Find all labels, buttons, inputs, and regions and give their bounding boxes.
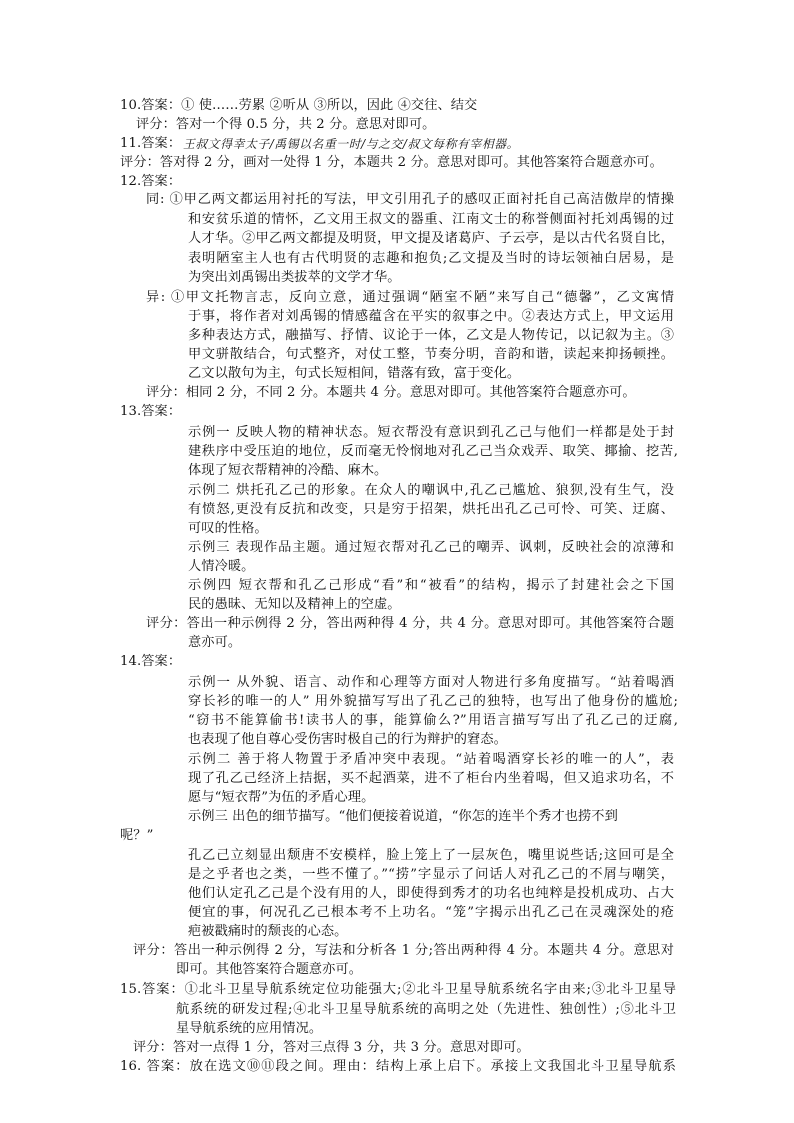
q14-example-line: 示例二 善于将人物置于矛盾冲突中表现。“站着喝酒穿长衫的唯一的人”，表 xyxy=(188,752,674,767)
q13-example-line: 示例三 表现作品主题。通过短衣帮对孔乙己的嘲弄、讽刺，反映社会的凉薄和 xyxy=(188,540,674,555)
q15-answer: 15.答案：①北斗卫星导航系统定位功能强大;②北斗卫星导航系统名字由来;③北斗卫星导 xyxy=(120,982,676,997)
q14-example-line: 他们认定孔乙己是个没有用的人，即使得到秀才的功名也纯粹是投机成功、占大 xyxy=(188,886,674,901)
q14-example-line: “窃书不能算偷书!读书人的事，能算偷么?”用语言描写写出了孔乙己的迂腐, xyxy=(188,713,678,728)
q14-example-line: 疤被戳痛时的颓丧的心态。 xyxy=(188,924,348,939)
q15-answer: 航系统的研发过程;④北斗卫星导航系统的高明之处（先进性、独创性）;⑤北斗卫 xyxy=(176,1002,676,1017)
q13-score: 评分：答出一种示例得 2 分，答出两种得 4 分，共 4 分。意思对即可。其他答案符合题 xyxy=(146,616,674,631)
q12-same-line: 人才华。②甲乙两文都提及明贤，甲文提及诸葛庐、子云亭，是以古代名贤自比， xyxy=(188,231,674,246)
q13-example-line: 示例二 烘托孔乙己的形象。在众人的嘲讽中,孔乙己尴尬、狼狈,没有生气，没 xyxy=(188,483,674,498)
q14-answer: 14.答案： xyxy=(120,654,182,669)
q12-same-line: 为突出刘禹锡出类拔萃的文学才华。 xyxy=(188,270,401,285)
q14-example-line: 示例一 从外貌、语言、动作和心理等方面对人物进行多角度描写。“站着喝酒 xyxy=(188,675,674,690)
q14-example-line: 愿与“短衣帮”为伍的矛盾心理。 xyxy=(188,790,375,805)
q14-example-line: 现了孔乙己经济上拮据，买不起酒菜，进不了柜台内坐着喝，但又追求功名，不 xyxy=(188,771,674,786)
q15-score: 评分：答对一点得 1 分，答对三点得 3 分，共 3 分。意思对即可。 xyxy=(133,1040,530,1055)
q12-same-line: 和安贫乐道的情怀，乙文用王叔文的器重、江南文士的称誉侧面衬托刘禹锡的过 xyxy=(188,212,674,227)
q13-example-line: 民的愚昧、无知以及精神上的空虚。 xyxy=(188,597,401,612)
q14-example-line: 便宜的事，何况孔乙己根本考不上功名。“笼”字揭示出孔乙己在灵魂深处的疮 xyxy=(188,905,674,920)
q13-example-line: 示例一 反映人物的精神状态。短衣帮没有意识到孔乙己与他们一样都是处于封 xyxy=(188,425,674,440)
q13-example-line: 示例四 短衣帮和孔乙己形成“看”和“被看”的结构，揭示了封建社会之下国 xyxy=(188,578,675,593)
q14-example-line: 示例三 出色的细节描写。“他们便接着说道，“你怎的连半个秀才也捞不到 xyxy=(188,809,618,824)
q13-answer: 13.答案： xyxy=(120,404,182,419)
q12-answer: 12.答案： xyxy=(120,174,182,189)
q15-answer: 星导航系统的应用情况。 xyxy=(176,1021,323,1036)
q14-score: 即可。其他答案符合题意亦可。 xyxy=(176,962,363,977)
q14-example-line: 孔乙己立刻显出颓唐不安模样，脸上笼上了一层灰色，嘴里说些话;这回可是全 xyxy=(188,848,674,863)
q12-score: 评分：相同 2 分，不同 2 分。本题共 4 分。意思对即可。其他答案符合题意亦可。 xyxy=(146,385,636,400)
q10-answer: 10.答案：① 使……劳累 ②听从 ③所以，因此 ④交往、结交 xyxy=(120,98,478,113)
q11-score: 评分：答对得 2 分，画对一处得 1 分，本题共 2 分。意思对即可。其他答案符合题意亦可。 xyxy=(120,155,663,170)
q12-same-line: 表明陋室主人也有古代明贤的志趣和抱负;乙文提及当时的诗坛领袖白居易，是 xyxy=(188,251,674,266)
q14-example-line: 是之乎者也之类，一些不懂了。”“捞”字显示了问话人对孔乙己的不屑与嘲笑， xyxy=(188,867,674,882)
q12-diff-line: 乙文以散句为主，句式长短相间，错落有致，富于变化。 xyxy=(188,366,521,381)
q12-diff-line: 甲文骈散结合，句式整齐，对仗工整，节奏分明，音韵和谐，读起来抑扬顿挫。 xyxy=(188,347,674,362)
q13-example-line: 人情冷暖。 xyxy=(188,559,255,574)
q11-answer-text: 王叔文得幸太子/禹锡以名重一时/与之交/叔文每称有宰相器。 xyxy=(183,137,520,151)
q12-diff-line: 异: ①甲文托物言志，反向立意，通过强调“陋室不陋”来写自己“德馨”，乙文寓情 xyxy=(146,290,674,305)
q16-answer: 16. 答案：放在选文⑩⑪段之间。理由：结构上承上启下。承接上文我国北斗卫星导航系 xyxy=(120,1059,676,1074)
q14-example-line: 穿长衫的唯一的人” 用外貌描写写出了孔乙己的独特，也写出了他身份的尴尬; xyxy=(188,694,678,709)
q12-same-line: 同: ①甲乙两文都运用衬托的写法，甲文引用孔子的感叹正面衬托自己高洁傲岸的情操 xyxy=(146,192,674,207)
q14-example-line: 也表现了他自尊心受伤害时极自己的行为辩护的窘态。 xyxy=(188,732,507,747)
q13-example-line: 建秩序中受压迫的地位，反而毫无怜悯地对孔乙己当众戏弄、取笑、揶揄、挖苦, xyxy=(188,444,678,459)
q12-diff-line: 于事，将作者对刘禹锡的情感蕴含在平实的叙事之中。②表达方式上，甲文运用 xyxy=(188,309,674,324)
q14-example-line: 呢？” xyxy=(120,828,154,843)
q13-example-line: 体现了短衣帮精神的冷酷、麻木。 xyxy=(188,463,388,478)
q13-example-line: 有愤怒,更没有反抗和改变，只是穷于招架，烘托出孔乙己可怜、可笑、迂腐、 xyxy=(188,502,674,517)
q12-diff-line: 多种表达方式，融描写、抒情、议论于一体，乙文是人物传记，以记叙为主。③ xyxy=(188,328,674,343)
q13-example-line: 可叹的性格。 xyxy=(188,521,268,536)
q13-score: 意亦可。 xyxy=(188,635,242,650)
q10-score: 评分：答对一个得 0.5 分，共 2 分。意思对即可。 xyxy=(136,117,436,132)
q11-answer-label: 11.答案： xyxy=(120,136,182,151)
q14-score: 评分：答出一种示例得 2 分，写法和分析各 1 分;答出两种得 4 分。本题共 4 分。意思对 xyxy=(133,943,674,958)
